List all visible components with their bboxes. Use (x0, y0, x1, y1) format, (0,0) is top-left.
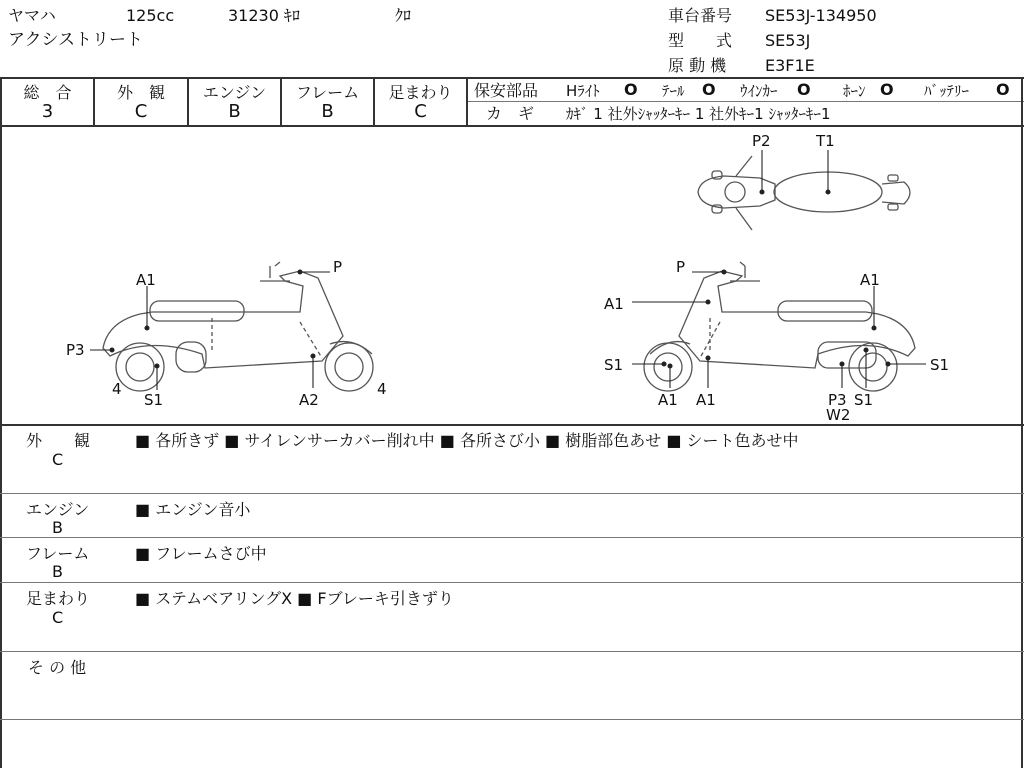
tail-label: ﾃｰﾙ (662, 82, 685, 100)
details-divider (0, 537, 1024, 538)
damage-diagram (0, 126, 1022, 424)
engine-grade-label: エンジン (202, 83, 267, 102)
overall-grade-label: 総 合 (23, 83, 72, 102)
details-top-border (0, 424, 1024, 426)
detail-suspension-label: 足まわり (26, 589, 91, 608)
engine-number: E3F1E (765, 56, 815, 75)
detail-frame-notes: ■ フレームさび中 (135, 544, 267, 563)
headlight-label: Hﾗｲﾄ (566, 82, 600, 100)
engine-displacement: 125cc (126, 6, 175, 25)
exterior-grade: C (134, 101, 148, 122)
detail-other-label: そ の 他 (28, 658, 87, 677)
label-right-p: P (676, 258, 686, 276)
label-left-a1: A1 (136, 271, 156, 289)
tail-ok: O (702, 80, 716, 99)
horn-label: ﾎｰﾝ (843, 82, 866, 100)
detail-engine-label: エンジン (26, 500, 90, 519)
suspension-grade-label: 足まわり (388, 83, 453, 102)
label-left-4-front: 4 (112, 380, 122, 398)
label-right-s1-right: S1 (930, 356, 950, 374)
model-type-label: 型 式 (668, 31, 733, 50)
frame-grade-label: フレーム (295, 83, 360, 102)
safety-parts-label: 保安部品 (474, 81, 539, 100)
label-left-p3: P3 (66, 341, 85, 359)
detail-engine-notes: ■ エンジン音小 (135, 500, 251, 519)
label-right-w2: W2 (826, 406, 851, 424)
key-label: カ ギ (486, 104, 535, 123)
body-color: ｸﾛ (395, 6, 412, 25)
detail-exterior-label: 外 観 (26, 431, 91, 450)
label-left-a2: A2 (299, 391, 319, 409)
label-right-s1-left: S1 (604, 356, 624, 374)
detail-exterior-notes: ■ 各所きず ■ サイレンサーカバー削れ中 ■ 各所さび小 ■ 樹脂部色あせ ■ シート色あせ中 (135, 431, 799, 450)
headlight-ok: O (624, 80, 638, 99)
frame-number: SE53J-134950 (765, 6, 877, 25)
frame-number-label: 車台番号 (668, 6, 733, 25)
engine-grade: B (228, 101, 241, 122)
detail-suspension-notes: ■ ステムベアリングX ■ Fブレーキ引きずり (135, 589, 454, 608)
label-right-a1-bottom-front: A1 (658, 391, 678, 409)
detail-frame-grade: B (52, 562, 63, 581)
engine-number-label: 原 動 機 (668, 56, 727, 75)
label-left-4-rear: 4 (377, 380, 387, 398)
mileage: 31230 ｷﾛ (228, 6, 300, 25)
safety-divider (468, 101, 1024, 102)
detail-engine-grade: B (52, 518, 63, 537)
horn-ok: O (880, 80, 894, 99)
detail-frame-label: フレーム (26, 544, 90, 563)
label-right-a1-top: A1 (860, 271, 880, 289)
model-name: アクシストリート (8, 30, 143, 50)
detail-suspension-grade: C (52, 608, 64, 627)
label-top-p2: P2 (752, 132, 771, 150)
exterior-grade-label: 外 観 (116, 83, 165, 102)
detail-exterior-grade: C (52, 450, 64, 469)
label-right-p3: P3 (828, 391, 847, 409)
details-divider (0, 719, 1024, 720)
winker-label: ｳｲﾝｶｰ (740, 82, 778, 100)
key-info: ｶｷﾞ 1 社外ｼｬｯﾀｰｷｰ 1 社外ｷｰ1 ｼｬｯﾀｰｷｰ1 (566, 105, 831, 123)
details-divider (0, 651, 1024, 652)
grade-table-top-border (0, 77, 1024, 79)
label-top-t1: T1 (816, 132, 835, 150)
scooter-top-view (698, 156, 910, 230)
suspension-grade: C (414, 101, 427, 122)
label-right-a1-bottom-mid: A1 (696, 391, 716, 409)
label-left-p: P (333, 258, 343, 276)
winker-ok: O (797, 80, 811, 99)
overall-grade: 3 (41, 101, 54, 122)
label-right-s1-bottom: S1 (854, 391, 874, 409)
grade-col-divider (466, 77, 468, 126)
battery-ok: O (996, 80, 1010, 99)
label-left-s1: S1 (144, 391, 164, 409)
frame-grade: B (321, 101, 334, 122)
details-divider (0, 582, 1024, 583)
details-divider (0, 493, 1024, 494)
label-right-a1-left: A1 (604, 295, 624, 313)
maker-name: ヤマハ (8, 6, 56, 25)
battery-label: ﾊﾞｯﾃﾘｰ (924, 82, 970, 100)
model-type: SE53J (765, 31, 811, 50)
